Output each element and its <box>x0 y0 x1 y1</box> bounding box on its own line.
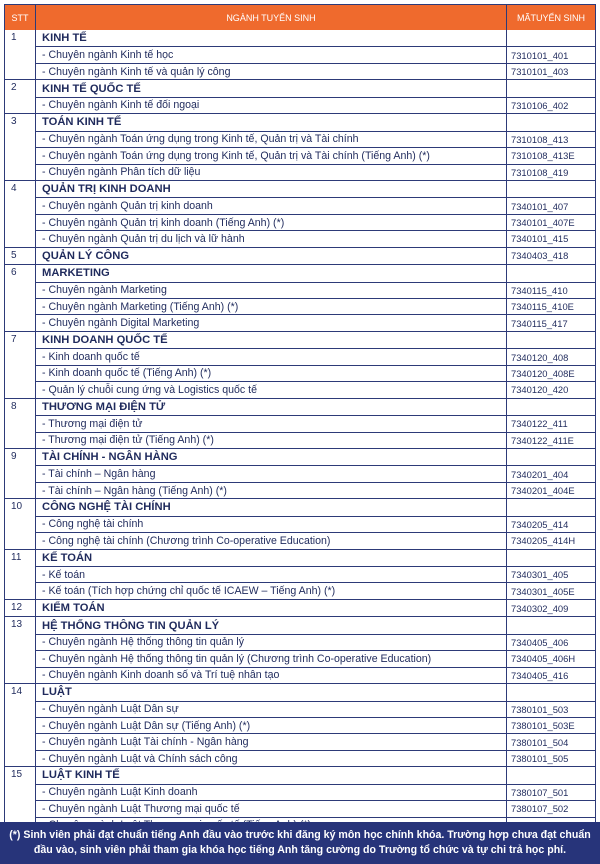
admission-code: 7340101_407 <box>511 200 569 212</box>
specialization-row <box>36 582 595 598</box>
admission-code: 7340115_417 <box>511 317 568 329</box>
admission-code: 7310108_413E <box>511 150 575 162</box>
admission-code: 7310106_402 <box>511 99 569 111</box>
specialization-row <box>36 465 595 481</box>
stt-number: 6 <box>5 265 36 331</box>
major-title: TÀI CHÍNH - NGÂN HÀNG <box>36 449 507 465</box>
specialization-row <box>36 381 595 397</box>
specialization-row <box>36 432 595 448</box>
major-title: KINH TẾ <box>36 30 507 46</box>
specialization-name: - Kinh doanh quốc tế <box>36 349 507 364</box>
major-title-row <box>36 265 595 281</box>
major-title-row <box>36 80 595 96</box>
major-group <box>4 399 596 449</box>
admissions-table <box>4 4 596 834</box>
major-group <box>4 114 596 181</box>
specialization-name: - Chuyên ngành Marketing (Tiếng Anh) (*) <box>36 299 507 314</box>
specialization-row <box>36 164 595 180</box>
major-title-row <box>36 550 595 566</box>
admission-code: 7340120_408 <box>511 351 569 363</box>
admission-code: 7380101_504 <box>511 736 569 748</box>
specialization-row <box>36 314 595 330</box>
admission-code: 7340405_406H <box>511 653 576 665</box>
major-title: MARKETING <box>36 265 507 281</box>
major-code <box>507 80 595 96</box>
major-title-row <box>36 684 595 700</box>
specialization-name: - Chuyên ngành Kinh doanh số và Trí tuệ nhân tạo <box>36 668 507 683</box>
admission-code: 7340301_405E <box>511 585 575 597</box>
specialization-name: - Chuyên ngành Digital Marketing <box>36 315 507 330</box>
specialization-row <box>36 733 595 749</box>
stt-number: 5 <box>5 248 36 264</box>
major-title-row <box>36 499 595 515</box>
major-title: HỆ THỐNG THÔNG TIN QUẢN LÝ <box>36 617 507 633</box>
major-title: LUẬT <box>36 684 507 700</box>
specialization-row <box>36 348 595 364</box>
specialization-row <box>36 282 595 298</box>
specialization-name: - Chuyên ngành Hệ thống thông tin quản lý (Chương trình Co-operative Education) <box>36 651 507 666</box>
footnote <box>0 822 600 864</box>
specialization-name: - Thương mại điện tử (Tiếng Anh) (*) <box>36 433 507 448</box>
major-code <box>507 617 595 633</box>
admission-code: 7340115_410E <box>511 301 574 313</box>
header-stt: STT <box>5 5 36 30</box>
specialization-row <box>36 701 595 717</box>
specialization-row <box>36 365 595 381</box>
admission-code: 7340405_416 <box>511 669 569 681</box>
major-group <box>4 30 596 80</box>
major-title-row <box>36 449 595 465</box>
specialization-row <box>36 63 595 79</box>
major-group <box>4 248 596 265</box>
footnote-line-1: (*) Sinh viên phải đạt chuẩn tiếng Anh đầu vào trước khi đăng ký môn học chính khóa. Trường hợp chưa đạt chuẩn <box>9 829 591 841</box>
specialization-name: - Chuyên ngành Toán ứng dụng trong Kinh tế, Quản trị và Tài chính (Tiếng Anh) (*) <box>36 148 507 163</box>
admission-code: 7340201_404E <box>511 485 575 497</box>
major-title-row <box>36 767 595 783</box>
specialization-row <box>36 750 595 766</box>
specialization-row <box>36 717 595 733</box>
specialization-name: - Tài chính – Ngân hàng (Tiếng Anh) (*) <box>36 483 507 498</box>
specialization-name: - Chuyên ngành Luật Kinh doanh <box>36 785 507 800</box>
admission-code: 7380101_503E <box>511 720 575 732</box>
admission-code: 7340205_414 <box>511 518 569 530</box>
specialization-name: - Chuyên ngành Luật Tài chính - Ngân hàng <box>36 734 507 749</box>
major-title: CÔNG NGHỆ TÀI CHÍNH <box>36 499 507 515</box>
major-title-row <box>36 248 595 264</box>
major-code <box>507 684 595 700</box>
admission-code: 7340301_405 <box>511 569 569 581</box>
major-title-row <box>36 600 595 616</box>
header-code-line2: TUYỂN SINH <box>530 12 585 23</box>
major-group <box>4 499 596 549</box>
major-title: TOÁN KINH TẾ <box>36 114 507 130</box>
specialization-row <box>36 46 595 62</box>
major-title: KẾ TOÁN <box>36 550 507 566</box>
admission-code: 7380101_505 <box>511 753 569 765</box>
admission-code: 7310108_413 <box>511 133 569 145</box>
major-title-row <box>36 332 595 348</box>
specialization-row <box>36 650 595 666</box>
major-code <box>507 399 595 415</box>
major-code <box>507 767 595 783</box>
specialization-row <box>36 214 595 230</box>
specialization-row <box>36 516 595 532</box>
major-group <box>4 332 596 399</box>
major-group <box>4 181 596 248</box>
table-body <box>4 30 596 834</box>
major-code: 7340403_418 <box>511 250 569 262</box>
major-title: LUẬT KINH TẾ <box>36 767 507 783</box>
stt-number: 7 <box>5 332 36 398</box>
specialization-row <box>36 131 595 147</box>
stt-number: 14 <box>5 684 36 766</box>
specialization-row <box>36 197 595 213</box>
header-code-line1: MÃ <box>516 12 531 23</box>
major-code <box>507 449 595 465</box>
major-title-row <box>36 617 595 633</box>
major-group <box>4 449 596 499</box>
specialization-row <box>36 415 595 431</box>
specialization-name: - Chuyên ngành Luật Dân sự (Tiếng Anh) (*) <box>36 718 507 733</box>
stt-number: 15 <box>5 767 36 833</box>
major-group <box>4 617 596 684</box>
specialization-name: - Kế toán <box>36 567 507 582</box>
major-code <box>507 181 595 197</box>
major-code <box>507 114 595 130</box>
specialization-row <box>36 97 595 113</box>
specialization-name: - Chuyên ngành Phân tích dữ liệu <box>36 165 507 180</box>
admission-code: 7340122_411 <box>511 418 568 430</box>
admission-code: 7340122_411E <box>511 434 574 446</box>
specialization-name: - Chuyên ngành Hệ thống thông tin quản lý <box>36 635 507 650</box>
specialization-name: - Chuyên ngành Kinh tế và quản lý công <box>36 64 507 79</box>
specialization-name: - Tài chính – Ngân hàng <box>36 466 507 481</box>
specialization-name: - Chuyên ngành Marketing <box>36 283 507 298</box>
specialization-name: - Kinh doanh quốc tế (Tiếng Anh) (*) <box>36 366 507 381</box>
admission-code: 7380101_503 <box>511 703 569 715</box>
major-group <box>4 80 596 114</box>
admission-code: 7340405_406 <box>511 636 569 648</box>
stt-number: 10 <box>5 499 36 548</box>
stt-number: 3 <box>5 114 36 180</box>
footnote-line-2: đầu vào, sinh viên phải tham gia khóa học tiếng Anh tăng cường do Trường tổ chức và tự chi trả học phí. <box>33 844 567 856</box>
specialization-name: - Chuyên ngành Quản trị du lịch và lữ hành <box>36 231 507 246</box>
admission-code: 7340120_420 <box>511 384 569 396</box>
specialization-name: - Chuyên ngành Quản trị kinh doanh (Tiếng Anh) (*) <box>36 215 507 230</box>
specialization-name: - Chuyên ngành Kinh tế đối ngoại <box>36 98 507 113</box>
stt-number: 1 <box>5 30 36 79</box>
specialization-name: - Chuyên ngành Quản trị kinh doanh <box>36 198 507 213</box>
admission-code: 7340101_407E <box>511 217 575 229</box>
header-major: NGÀNH TUYỂN SINH <box>36 5 507 30</box>
stt-number: 8 <box>5 399 36 448</box>
major-title-row <box>36 181 595 197</box>
specialization-name: - Quản lý chuỗi cung ứng và Logistics quốc tế <box>36 382 507 397</box>
header-code <box>507 5 595 30</box>
major-title: THƯƠNG MẠI ĐIỆN TỬ <box>36 399 507 415</box>
specialization-row <box>36 482 595 498</box>
specialization-name: - Công nghệ tài chính <box>36 517 507 532</box>
major-code <box>507 265 595 281</box>
major-group <box>4 265 596 332</box>
specialization-row <box>36 634 595 650</box>
stt-number: 2 <box>5 80 36 113</box>
specialization-name: - Chuyên ngành Kinh tế học <box>36 47 507 62</box>
major-title-row <box>36 114 595 130</box>
major-title: QUẢN LÝ CÔNG <box>36 248 507 264</box>
stt-number: 13 <box>5 617 36 683</box>
admission-code: 7340115_410 <box>511 284 568 296</box>
specialization-row <box>36 667 595 683</box>
major-code <box>507 332 595 348</box>
admission-code: 7310108_419 <box>511 166 569 178</box>
specialization-row <box>36 298 595 314</box>
specialization-name: - Chuyên ngành Luật và Chính sách công <box>36 751 507 766</box>
specialization-row <box>36 230 595 246</box>
admission-code: 7340205_414H <box>511 535 576 547</box>
major-title-row <box>36 30 595 46</box>
specialization-row <box>36 147 595 163</box>
major-title: KIỂM TOÁN <box>36 600 507 616</box>
major-title: KINH TẾ QUỐC TẾ <box>36 80 507 96</box>
stt-number: 12 <box>5 600 36 616</box>
stt-number: 11 <box>5 550 36 599</box>
admission-code: 7340101_415 <box>511 233 569 245</box>
specialization-name: - Kế toán (Tích hợp chứng chỉ quốc tế ICAEW – Tiếng Anh) (*) <box>36 583 507 598</box>
major-code: 7340302_409 <box>511 602 569 614</box>
admission-code: 7340201_404 <box>511 468 569 480</box>
specialization-row <box>36 784 595 800</box>
major-title-row <box>36 399 595 415</box>
major-title: KINH DOANH QUỐC TẾ <box>36 332 507 348</box>
major-code <box>507 30 595 46</box>
major-group <box>4 600 596 617</box>
specialization-row <box>36 566 595 582</box>
specialization-row <box>36 532 595 548</box>
table-header <box>4 5 596 30</box>
specialization-name: - Chuyên ngành Luật Thương mại quốc tế <box>36 801 507 816</box>
admission-code: 7310101_401 <box>511 49 569 61</box>
admission-code: 7380107_501 <box>511 786 569 798</box>
admission-code: 7380107_502 <box>511 803 569 815</box>
specialization-name: - Công nghệ tài chính (Chương trình Co-operative Education) <box>36 533 507 548</box>
specialization-name: - Thương mại điện tử <box>36 416 507 431</box>
specialization-row <box>36 800 595 816</box>
major-code <box>507 550 595 566</box>
specialization-name: - Chuyên ngành Luật Dân sự <box>36 702 507 717</box>
admission-code: 7310101_403 <box>511 66 569 78</box>
admission-code: 7340120_408E <box>511 367 575 379</box>
major-title: QUẢN TRỊ KINH DOANH <box>36 181 507 197</box>
major-group <box>4 684 596 767</box>
major-code <box>507 499 595 515</box>
major-group <box>4 550 596 600</box>
stt-number: 4 <box>5 181 36 247</box>
stt-number: 9 <box>5 449 36 498</box>
specialization-name: - Chuyên ngành Toán ứng dụng trong Kinh tế, Quản trị và Tài chính <box>36 132 507 147</box>
